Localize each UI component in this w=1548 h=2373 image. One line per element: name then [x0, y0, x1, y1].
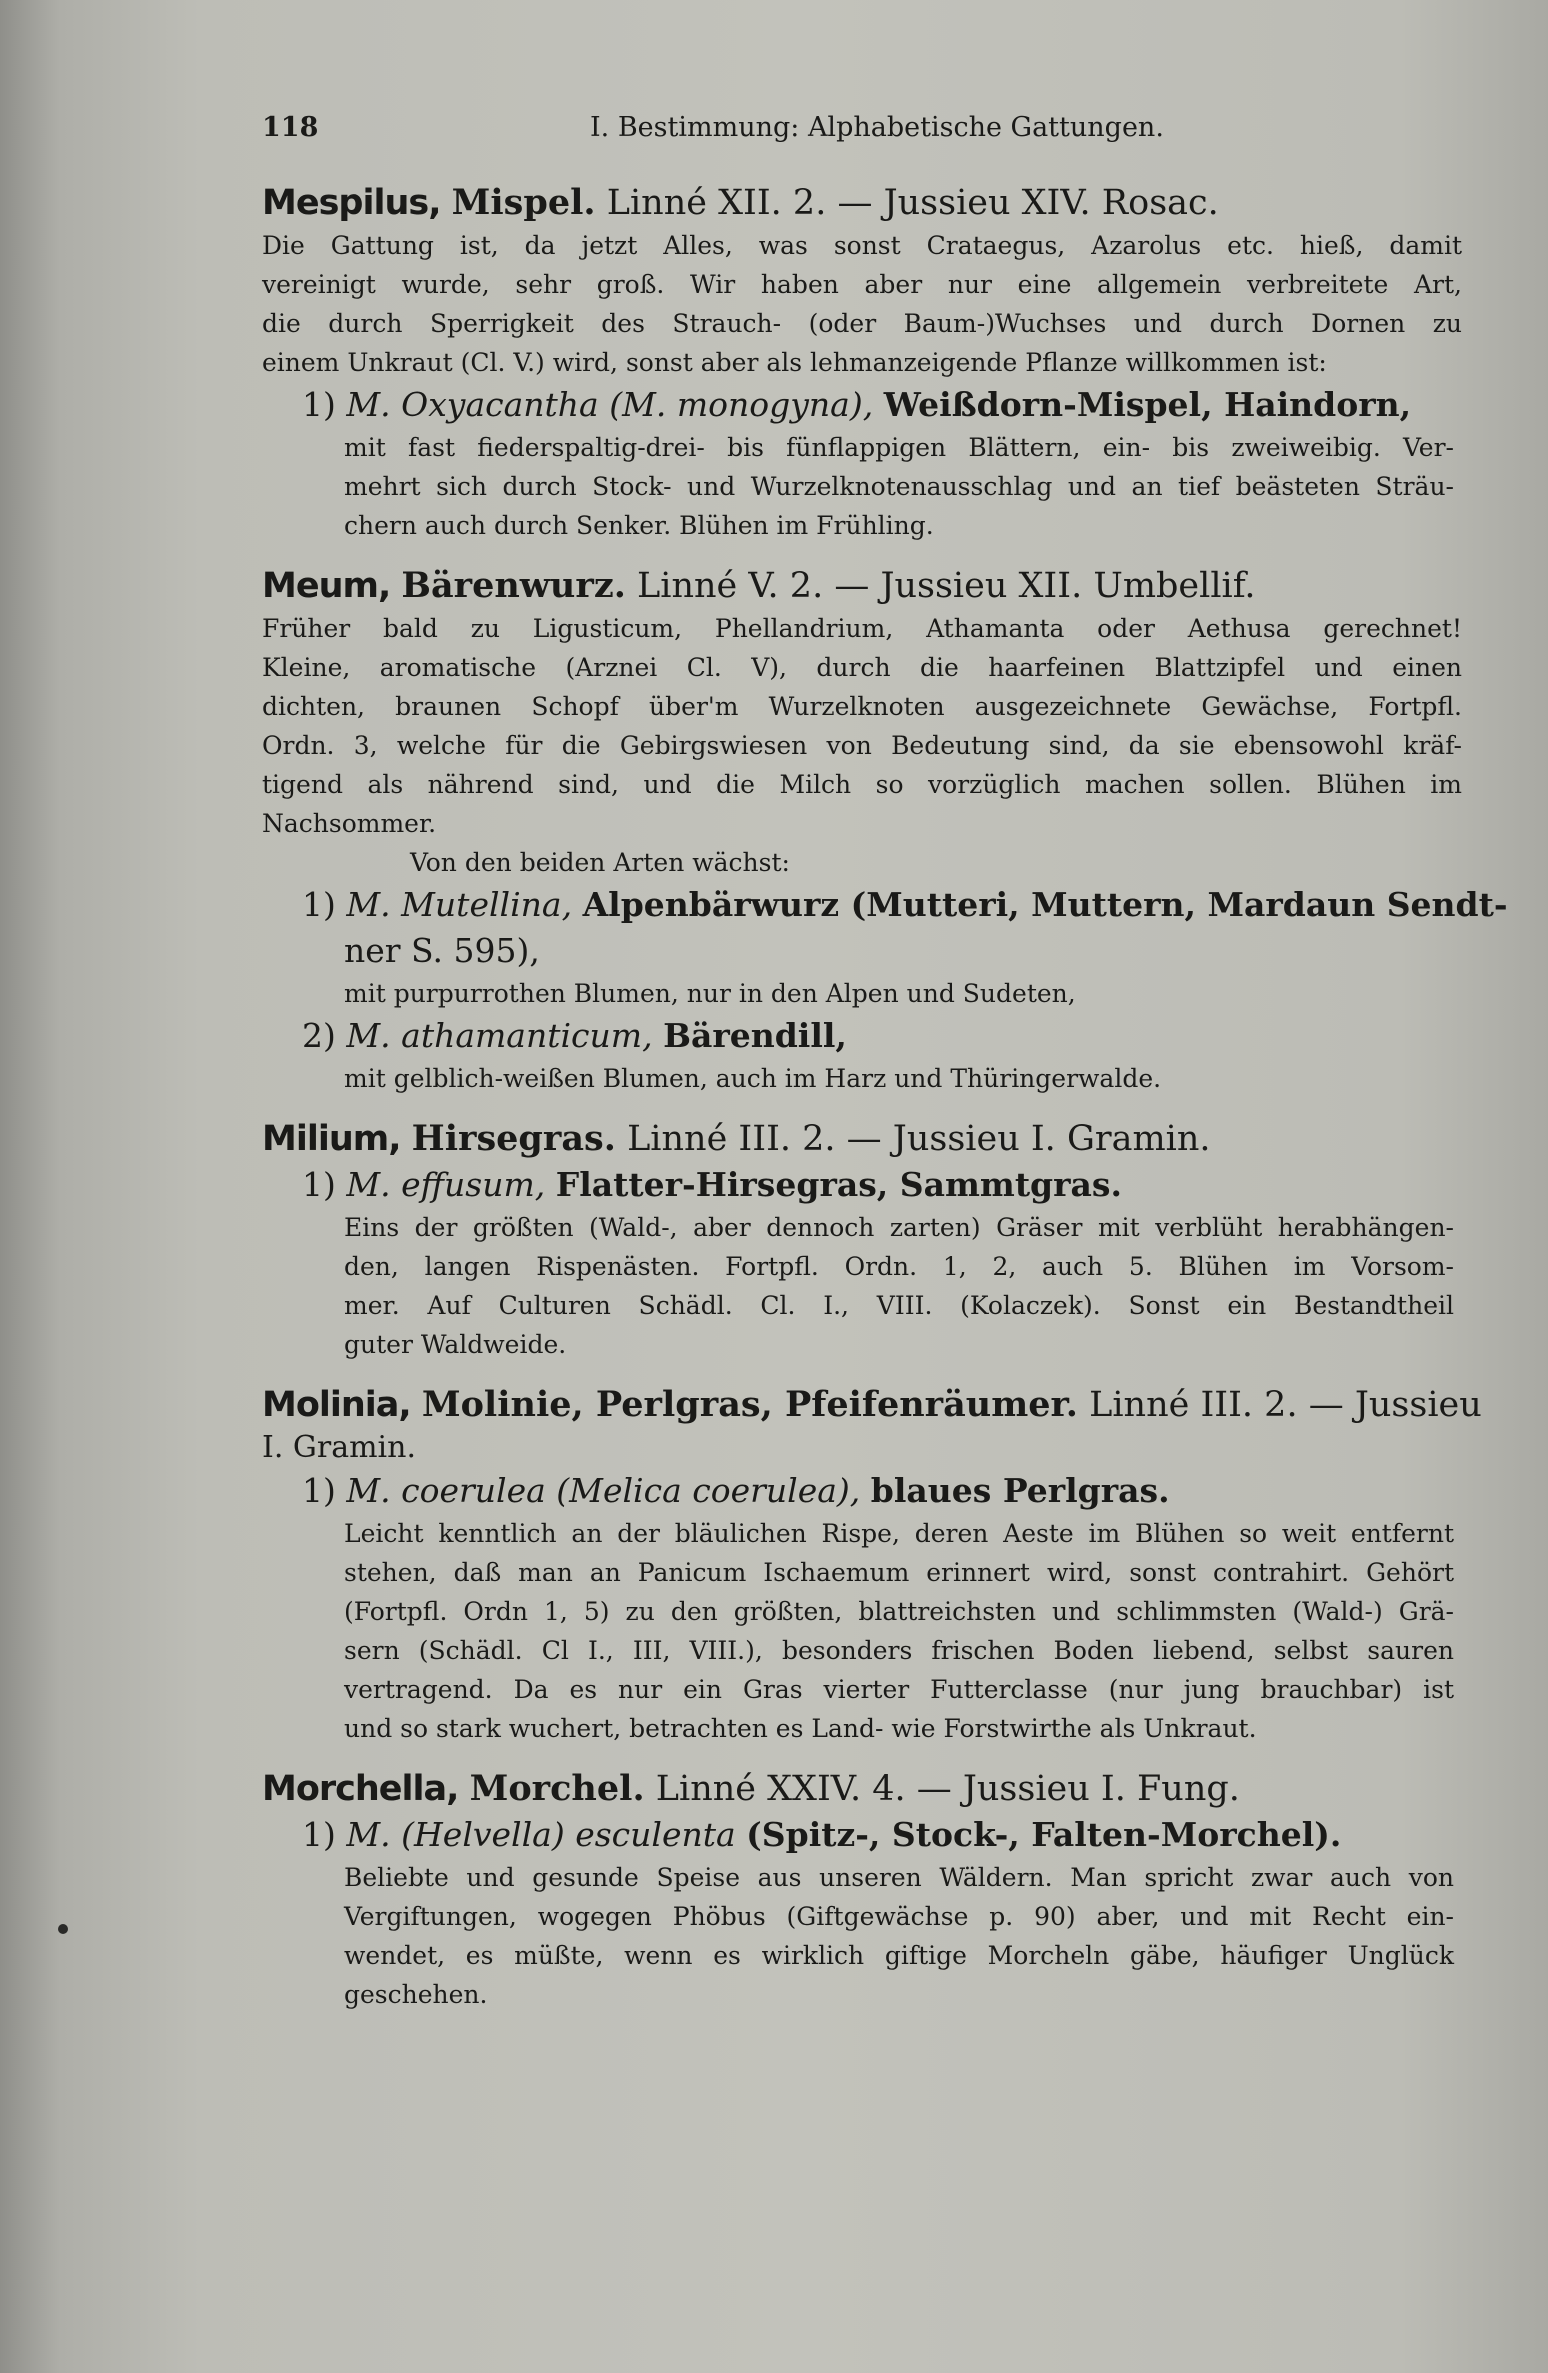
- genus-heading: [262, 1116, 1462, 1162]
- species-vernacular: Weißdorn-Mispel, Haindorn,: [883, 385, 1412, 424]
- text-line: mer. Auf Culturen Schädl. Cl. I., VIII. (Kolaczek). Sonst ein Bestandtheil: [344, 1291, 1454, 1320]
- genus-name: Meum,: [262, 566, 391, 606]
- species-heading-continuation: [344, 928, 1462, 974]
- species-number: 2): [302, 1016, 336, 1055]
- german-name: Hirsegras.: [411, 1118, 616, 1159]
- species-latin: M. athamanticum,: [346, 1016, 653, 1055]
- species-number: 1): [302, 1165, 336, 1204]
- species-latin: M. coerulea (Melica coerulea),: [346, 1471, 861, 1510]
- text-line: Ordn. 3, welche für die Gebirgswiesen von Bedeutung sind, da sie ebensowohl kräf-: [262, 731, 1462, 760]
- text-line: sern (Schädl. Cl I., III, VIII.), besonders frischen Boden liebend, selbst sauren: [344, 1636, 1454, 1665]
- text-line: Früher bald zu Ligusticum, Phellandrium, Athamanta oder Aethusa gerechnet!: [262, 614, 1462, 643]
- genus-entry-morchella: [262, 1766, 1462, 2014]
- species-number: 1): [302, 1815, 336, 1854]
- genus-heading: [262, 1382, 1482, 1428]
- species-heading: [302, 1468, 1462, 1514]
- text-line: mehrt sich durch Stock- und Wurzelknotenausschlag und an tief beästeten Sträu-: [344, 472, 1454, 501]
- species-number: 1): [302, 885, 336, 924]
- text-line: Nachsommer.: [262, 809, 437, 838]
- text-line: dichten, braunen Schopf über'm Wurzelknoten ausgezeichnete Gewächse, Fortpfl.: [262, 692, 1462, 721]
- text-line: Eins der größten (Wald-, aber dennoch zarten) Gräser mit verblüht herabhängen-: [344, 1213, 1454, 1242]
- genus-name: Mespilus,: [262, 183, 441, 223]
- classification-cont: I. Gramin.: [262, 1430, 417, 1465]
- species-vernacular: Bärendill,: [663, 1016, 847, 1055]
- species-description: [344, 1059, 1462, 1098]
- text-line: tigend als nährend sind, und die Milch so vorzüglich machen sollen. Blühen im: [262, 770, 1462, 799]
- text-line: einem Unkraut (Cl. V.) wird, sonst aber als lehmanzeigende Pflanze willkommen ist:: [262, 348, 1327, 377]
- page-body: [262, 180, 1508, 2032]
- text-line: wendet, es müßte, wenn es wirklich giftige Morcheln gäbe, häufiger Unglück: [344, 1941, 1454, 1970]
- genus-name: Morchella,: [262, 1769, 459, 1809]
- classification: Linné III. 2. — Jussieu: [1089, 1385, 1482, 1425]
- genus-name: Milium,: [262, 1119, 401, 1159]
- genus-description: [262, 226, 1462, 382]
- genus-entry-meum: [262, 563, 1508, 1098]
- species-latin: M. effusum,: [346, 1165, 546, 1204]
- species-heading: [302, 1812, 1462, 1858]
- classification: Linné V. 2. — Jussieu XII. Umbellif.: [637, 566, 1256, 606]
- text-line: (Fortpfl. Ordn 1, 5) zu den größten, blattreichsten und schlimmsten (Wald-) Grä-: [344, 1597, 1454, 1626]
- genus-heading: [262, 180, 1462, 226]
- german-name: Bärenwurz.: [401, 565, 626, 606]
- species-vernacular-cont: ner S. 595),: [344, 931, 540, 970]
- genus-entry-milium: [262, 1116, 1462, 1364]
- text-line: mit purpurrothen Blumen, nur in den Alpen und Sudeten,: [344, 979, 1076, 1008]
- species-description: [344, 428, 1462, 545]
- text-line: vertragend. Da es nur ein Gras vierter Futterclasse (nur jung brauchbar) ist: [344, 1675, 1454, 1704]
- genus-entry-mespilus: [262, 180, 1462, 545]
- species-description: [344, 974, 1462, 1013]
- species-latin: M. (Helvella) esculenta: [346, 1815, 736, 1854]
- species-vernacular: blaues Perlgras.: [870, 1471, 1170, 1510]
- species-latin: M. Mutellina,: [346, 885, 573, 924]
- text-line: Von den beiden Arten wächst:: [410, 848, 790, 877]
- species-description: [344, 1858, 1462, 2014]
- text-line: Beliebte und gesunde Speise aus unseren Wäldern. Man spricht zwar auch von: [344, 1863, 1454, 1892]
- species-heading: [302, 1013, 1462, 1059]
- text-line: Kleine, aromatische (Arznei Cl. V), durch die haarfeinen Blattzipfel und einen: [262, 653, 1462, 682]
- text-line: den, langen Rispenästen. Fortpfl. Ordn. 1, 2, auch 5. Blühen im Vorsom-: [344, 1252, 1454, 1281]
- text-line: und so stark wuchert, betrachten es Land- wie Forstwirthe als Unkraut.: [344, 1714, 1257, 1743]
- species-latin: M. Oxyacantha (M. monogyna),: [346, 385, 874, 424]
- text-line: Leicht kenntlich an der bläulichen Rispe, deren Aeste im Blühen so weit entfernt: [344, 1519, 1454, 1548]
- species-heading: [302, 882, 1508, 928]
- genus-description: [262, 609, 1462, 843]
- species-description: [344, 1514, 1462, 1748]
- genus-heading: [262, 563, 1462, 609]
- running-title: I. Bestimmung: Alphabetische Gattungen.: [590, 112, 1164, 143]
- species-heading: [302, 382, 1462, 428]
- text-line: Die Gattung ist, da jetzt Alles, was sonst Crataegus, Azarolus etc. hieß, damit: [262, 231, 1462, 260]
- page-number: 118: [262, 112, 319, 143]
- classification: Linné XXIV. 4. — Jussieu I. Fung.: [655, 1769, 1240, 1809]
- text-line: geschehen.: [344, 1980, 488, 2009]
- species-vernacular: (Spitz-, Stock-, Falten-Morchel).: [746, 1815, 1342, 1854]
- species-number: 1): [302, 1471, 336, 1510]
- text-line: guter Waldweide.: [344, 1330, 567, 1359]
- text-line: mit fast fiederspaltig-drei- bis fünflappigen Blättern, ein- bis zweiweibig. Ver-: [344, 433, 1454, 462]
- text-line: die durch Sperrigkeit des Strauch- (oder Baum-)Wuchses und durch Dornen zu: [262, 309, 1462, 338]
- classification: Linné III. 2. — Jussieu I. Gramin.: [627, 1119, 1211, 1159]
- species-description: [344, 1208, 1462, 1364]
- text-line: vereinigt wurde, sehr groß. Wir haben aber nur eine allgemein verbreitete Art,: [262, 270, 1462, 299]
- classification: Linné XII. 2. — Jussieu XIV. Rosac.: [606, 183, 1219, 223]
- classification-continuation: [262, 1428, 1462, 1468]
- species-vernacular: Alpenbärwurz (Mutteri, Muttern, Mardaun Sendt-: [582, 885, 1508, 924]
- species-vernacular: Flatter-Hirsegras, Sammtgras.: [555, 1165, 1122, 1204]
- ink-spot: [58, 1924, 68, 1934]
- genus-heading: [262, 1766, 1462, 1812]
- text-line: stehen, daß man an Panicum Ischaemum erinnert wird, sonst contrahirt. Gehört: [344, 1558, 1454, 1587]
- text-line: mit gelblich-weißen Blumen, auch im Harz und Thüringerwalde.: [344, 1064, 1162, 1093]
- german-name: Morchel.: [469, 1768, 645, 1809]
- german-name: Molinie, Perlgras, Pfeifenräumer.: [421, 1384, 1078, 1425]
- text-line: chern auch durch Senker. Blühen im Frühling.: [344, 511, 934, 540]
- genus-name: Molinia,: [262, 1385, 411, 1425]
- species-intro: [410, 843, 1462, 882]
- genus-entry-molinia: [262, 1382, 1482, 1748]
- german-name: Mispel.: [451, 182, 596, 223]
- species-number: 1): [302, 385, 336, 424]
- text-line: Vergiftungen, wogegen Phöbus (Giftgewächse p. 90) aber, und mit Recht ein-: [344, 1902, 1454, 1931]
- species-heading: [302, 1162, 1462, 1208]
